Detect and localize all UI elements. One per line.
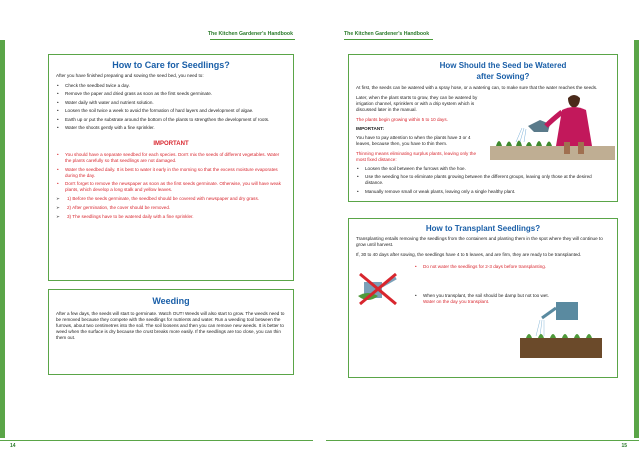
- left-margin-bar: [0, 40, 5, 438]
- footer-rule-left: [0, 440, 313, 441]
- weeding-title: Weeding: [152, 296, 190, 306]
- important-item: • Don't forget to remove the newspaper as soon as the first seeds germinate. Otherwise, you will have weak plants, which develop a long stalk and yellow leaves.: [56, 181, 286, 193]
- running-head-right: The Kitchen Gardener's Handbook: [344, 31, 430, 37]
- right-margin-bar: [634, 40, 639, 438]
- thinning-item: • Loosen the soil between the furrows with the hoe.: [356, 166, 610, 172]
- watering-tray-illustration: [516, 296, 606, 362]
- footer-rule-right: [326, 440, 639, 441]
- running-head-left: The Kitchen Gardener's Handbook: [207, 31, 293, 37]
- growth-note: The plants begin growing within 5 to 10 days.: [356, 117, 448, 123]
- transplant-para2: If, 30 to 40 days after sowing, the seedlings have 4 to 5 leaves, and are firm, they are ready to be transplanted.: [356, 252, 582, 258]
- important-item: • You should have a separate seedbed for each species. Don't mix the seeds of different vegetables. Water the plants carefully so that seedlings are not damaged.: [56, 152, 286, 164]
- care-item: • Loosen the soil twice a week to avoid the formation of hard layers and development of algae.: [56, 108, 286, 114]
- important-list: [56, 152, 286, 193]
- right-page: [320, 0, 639, 455]
- transplant-bullet-1: [414, 264, 556, 270]
- left-page: [0, 0, 319, 455]
- transplant-title: How to Transplant Seedlings?: [425, 224, 541, 233]
- step-item: ➢ 2) After germination, the cover should be removed.: [56, 205, 286, 211]
- care-item: • Remove the paper and dried grass as soon as the first seeds germinate.: [56, 91, 286, 97]
- care-list: [56, 83, 286, 131]
- watering-para2: Later, when the plant starts to grow, they can be watered by irrigation channel, sprinklers or with a drip system which is discussed later in the manual.: [356, 95, 478, 113]
- thinning-list: [356, 166, 610, 195]
- thinning-text: Thinning means eliminating surplus plants, leaving only the most fixed distance:: [356, 150, 477, 162]
- watering-title-line2: after Sowing?: [476, 72, 530, 81]
- water-day-text: Water on the day you transplant.: [423, 298, 490, 304]
- care-intro: After you have finished preparing and sowing the seed bed, you need to:: [56, 73, 204, 78]
- transplant-para1: Transplanting entails removing the seedlings from the containers and planting them in the spot where they will continue to grow until harvest.: [356, 236, 603, 248]
- page-number-left: 14: [10, 443, 16, 449]
- steps-list: [56, 196, 286, 220]
- damp-soil-text: When you transplant, the soil should be damp but not too wet.: [423, 292, 549, 298]
- thinning-item: • Manually remove small or weak plants, leaving only a single healthy plant.: [356, 189, 610, 195]
- watering-title: [349, 60, 617, 82]
- care-title: How to Care for Seedlings?: [112, 60, 230, 70]
- care-seedlings-box: [48, 54, 294, 281]
- header-rule-left: [210, 39, 295, 40]
- step-item: ➢ 3) The seedlings have to be watered daily with a fine sprinkler.: [56, 214, 286, 220]
- care-item: • Check the seedbed twice a day.: [56, 83, 286, 89]
- weeding-box: [48, 289, 294, 375]
- care-item: • Earth up or put the substrate around the bottom of the plants to strengthen the development of roots.: [56, 117, 286, 123]
- page-number-right: 15: [621, 443, 627, 449]
- care-item: • Water the shoots gently with a fine sprinkler.: [56, 125, 286, 131]
- important-item: • Water the seedbed daily. It is best to water it early in the morning so that the excess moisture evaporates during the day.: [56, 167, 286, 179]
- weeding-text: After a few days, the seeds will start to germinate. Watch OUT! Weeds will also start to grow. The weeds need to be removed because they compete with the seedlings for nutrients and water. Run a weeding tool between the furrows, about two centimetres into the soil. The soil loosens and then you can remove new weeds. It is better to weed when the surface is dry because the crust breaks more easily. If the seedlings are too close, you can thin them out.: [56, 311, 285, 341]
- important-label: IMPORTANT:: [356, 126, 384, 132]
- important-heading: IMPORTANT: [153, 141, 189, 148]
- thinning-item: • Use the weeding hoe to eliminate plants growing between the different groups, leaving only those at the desired distance.: [356, 174, 610, 186]
- step-item: ➢ 1) Before the seeds germinate, the seedbed should be covered with newspaper and dry grass.: [56, 196, 286, 202]
- header-rule-right: [344, 39, 433, 40]
- watering-para1: At first, the seeds can be watered with a spray hose, or a watering can, to make sure that the water reaches the seeds.: [356, 85, 598, 90]
- no-water-item: • Do not water the seedlings for 2-3 days before transplanting.: [414, 264, 556, 270]
- no-watering-icon: [354, 268, 402, 308]
- important-text: You have to pay attention to when the plants have 3 or 4 leaves, because then, you have to thin them.: [356, 134, 471, 146]
- watering-title-line1: How Should the Seed be Watered: [439, 61, 567, 70]
- care-item: • Water daily with water and nutrient solution.: [56, 100, 286, 106]
- watering-woman-illustration: [490, 84, 615, 164]
